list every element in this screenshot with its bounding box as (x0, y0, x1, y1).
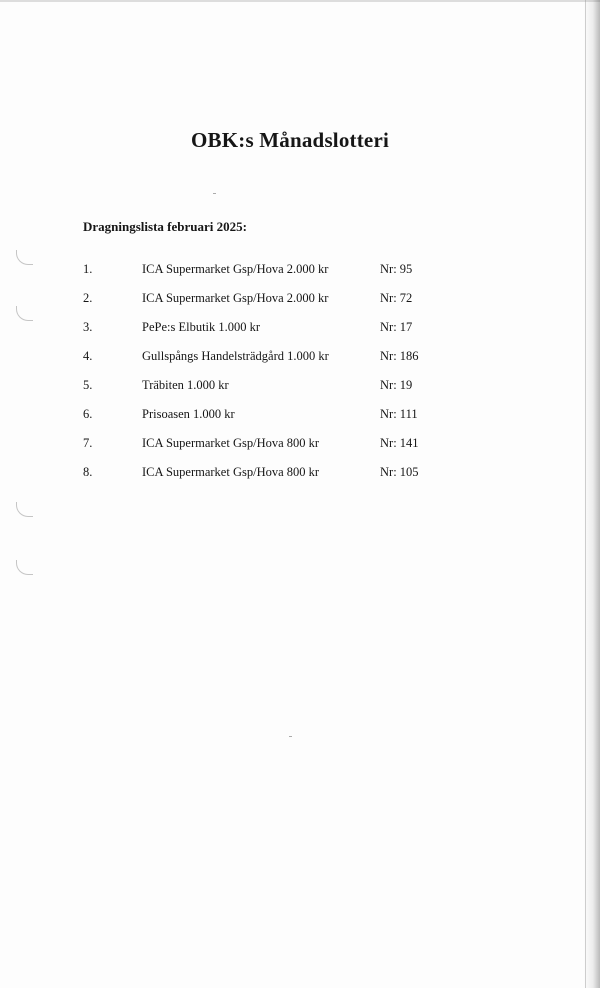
draw-list (0, 262, 600, 494)
draw-number: 3. (83, 320, 93, 334)
draw-row (0, 262, 600, 291)
draw-prize: ICA Supermarket Gsp/Hova 800 kr (142, 465, 320, 479)
draw-number: 2. (83, 291, 93, 305)
page-title: OBK:s Månadslotteri (190, 128, 390, 152)
draw-prize: ICA Supermarket Gsp/Hova 2.000 kr (142, 262, 329, 276)
page-top-edge (0, 0, 600, 2)
draw-row (0, 349, 600, 378)
draw-ticket-number: Nr: 17 (380, 320, 413, 334)
draw-row (0, 465, 600, 494)
punch-hole-mark (16, 560, 33, 575)
draw-ticket-number: Nr: 95 (380, 262, 413, 276)
draw-number: 4. (83, 349, 93, 363)
draw-number: 7. (83, 436, 93, 450)
draw-prize: Prisoasen 1.000 kr (142, 407, 235, 421)
draw-ticket-number: Nr: 141 (380, 436, 419, 450)
draw-ticket-number: Nr: 72 (380, 291, 413, 305)
draw-prize: ICA Supermarket Gsp/Hova 2.000 kr (142, 291, 329, 305)
draw-row (0, 407, 600, 436)
scan-speck (213, 193, 216, 194)
draw-prize: ICA Supermarket Gsp/Hova 800 kr (142, 436, 320, 450)
draw-ticket-number: Nr: 19 (380, 378, 413, 392)
scan-speck (289, 736, 292, 737)
page-right-edge-shadow (584, 0, 600, 988)
draw-number: 1. (83, 262, 93, 276)
page-right-edge-line (585, 0, 586, 988)
list-heading: Dragningslista februari 2025: (83, 219, 247, 234)
draw-number: 5. (83, 378, 93, 392)
draw-number: 8. (83, 465, 93, 479)
draw-prize: Träbiten 1.000 kr (142, 378, 229, 392)
draw-row (0, 320, 600, 349)
draw-row (0, 436, 600, 465)
draw-ticket-number: Nr: 186 (380, 349, 419, 363)
draw-row (0, 378, 600, 407)
draw-ticket-number: Nr: 105 (380, 465, 419, 479)
draw-prize: PePe:s Elbutik 1.000 kr (142, 320, 261, 334)
draw-number: 6. (83, 407, 93, 421)
draw-row (0, 291, 600, 320)
draw-prize: Gullspångs Handelsträdgård 1.000 kr (142, 349, 329, 363)
draw-ticket-number: Nr: 111 (380, 407, 418, 421)
punch-hole-mark (16, 502, 33, 517)
